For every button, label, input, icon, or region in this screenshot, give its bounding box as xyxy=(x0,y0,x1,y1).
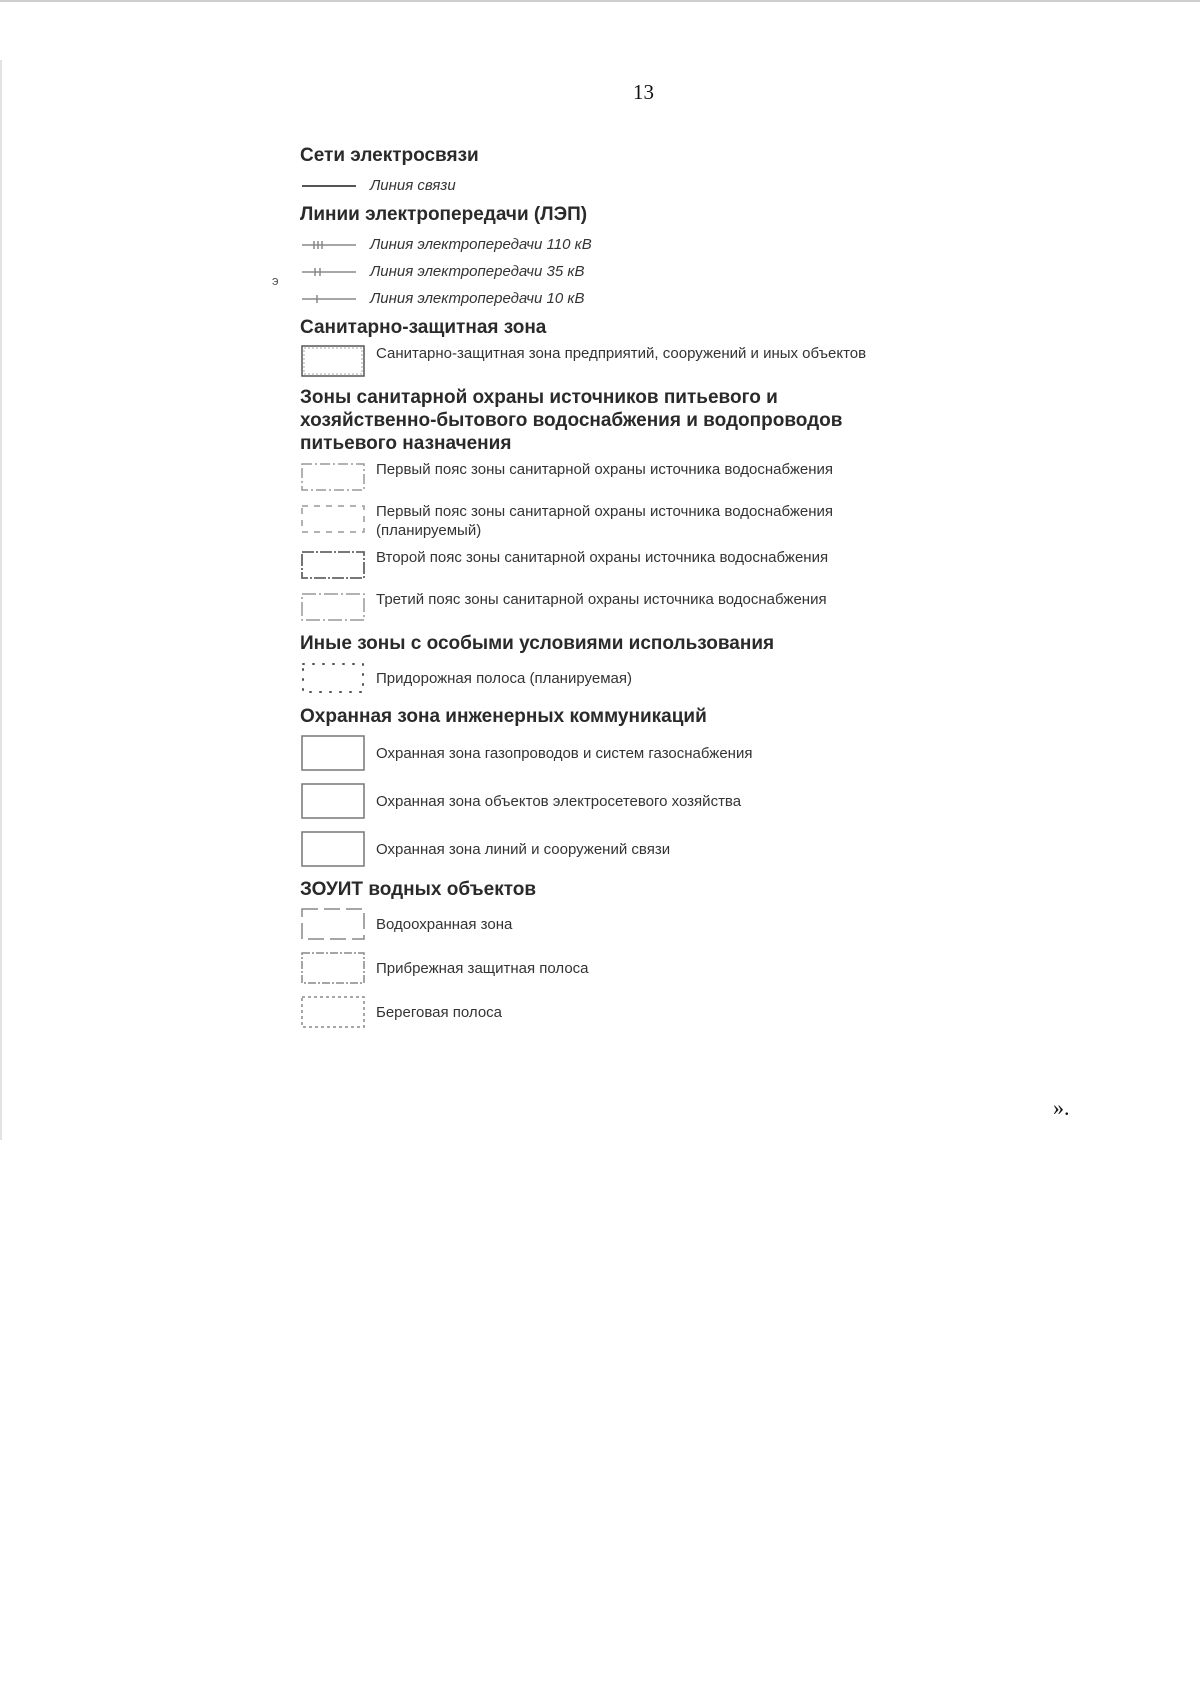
legend-label: Первый пояс зоны санитарной охраны источника водоснабжения xyxy=(376,461,834,478)
legend-label: Прибрежная защитная полоса xyxy=(376,959,589,977)
section-title-water-protection: Зоны санитарной охраны источников питьевого и хозяйственно-бытового водоснабжения и водопроводов питьевого назначения xyxy=(300,387,843,454)
first-belt-box-icon xyxy=(300,460,366,494)
legend-item-shore-strip xyxy=(300,995,940,1029)
legend-label: Линия электропередачи 110 кВ xyxy=(370,236,592,253)
section-title-power-lines: Линии электропередачи (ЛЭП) xyxy=(300,204,588,225)
section-title-sanitary: Санитарно-защитная зона xyxy=(300,317,547,338)
legend-item-power-110 xyxy=(300,231,940,258)
section-title-other-zones: Иные зоны с особыми условиями использования xyxy=(300,633,775,654)
map-legend xyxy=(300,140,940,1039)
section-title-utility-protection: Охранная зона инженерных коммуникаций xyxy=(300,706,707,727)
gas-zone-box-icon xyxy=(300,734,366,772)
legend-item-electric-zone xyxy=(300,782,940,820)
water-protection-zone-box-icon xyxy=(300,907,366,941)
legend-label: Водоохранная зона xyxy=(376,915,513,933)
legend-item-power-35 xyxy=(300,258,940,285)
legend-label: Линия электропередачи 10 кВ xyxy=(370,290,585,307)
first-belt-planned-box-icon xyxy=(300,502,366,536)
legend-item-gas-zone xyxy=(300,734,940,772)
second-belt-box-icon xyxy=(300,548,366,582)
sanitary-zone-box-icon xyxy=(300,344,366,378)
legend-label: Охранная зона объектов электросетевого хозяйства xyxy=(376,792,742,810)
telecom-zone-box-icon xyxy=(300,830,366,868)
power-line-10-icon xyxy=(300,294,358,304)
legend-label: Линия электропередачи 35 кВ xyxy=(370,263,585,280)
legend-label: Охранная зона линий и сооружений связи xyxy=(376,840,671,858)
section-title-telecom: Сети электросвязи xyxy=(300,145,479,166)
legend-item-first-belt xyxy=(300,460,940,494)
legend-item-telecom-line xyxy=(300,172,940,199)
closing-quote-mark: ». xyxy=(1053,1095,1070,1120)
legend-item-power-10 xyxy=(300,285,940,312)
legend-item-water-protection-zone xyxy=(300,907,940,941)
legend-label: Второй пояс зоны санитарной охраны источника водоснабжения xyxy=(376,549,829,566)
legend-item-sanitary-zone xyxy=(300,344,940,378)
legend-item-coastal-strip xyxy=(300,951,940,985)
legend-label: Санитарно-защитная зона предприятий, сооружений и иных объектов xyxy=(376,345,867,362)
shore-strip-box-icon xyxy=(300,995,366,1029)
scan-edge-left xyxy=(0,60,2,1140)
legend-label: Третий пояс зоны санитарной охраны источника водоснабжения xyxy=(376,591,827,608)
legend-label: Первый пояс зоны санитарной охраны источника водоснабжения (планируемый) xyxy=(376,503,834,539)
power-line-110-icon xyxy=(300,240,358,250)
legend-label: Придорожная полоса (планируемая) xyxy=(376,669,632,687)
legend-label: Линия связи xyxy=(370,177,456,194)
legend-label: Охранная зона газопроводов и систем газоснабжения xyxy=(376,744,753,762)
coastal-strip-box-icon xyxy=(300,951,366,985)
electric-zone-box-icon xyxy=(300,782,366,820)
third-belt-box-icon xyxy=(300,590,366,624)
power-line-35-icon xyxy=(300,267,358,277)
stray-mark: э xyxy=(272,273,279,288)
scan-edge-top xyxy=(0,0,1200,2)
legend-item-second-belt xyxy=(300,548,940,582)
legend-item-first-belt-planned xyxy=(300,502,940,540)
legend-label: Береговая полоса xyxy=(376,1003,503,1021)
page-number: 13 xyxy=(633,80,654,104)
legend-item-roadside-strip xyxy=(300,661,940,695)
legend-item-third-belt xyxy=(300,590,940,624)
solid-line-icon xyxy=(300,181,358,191)
legend-item-telecom-zone xyxy=(300,830,940,868)
dotted-box-icon xyxy=(300,661,366,695)
section-title-water-bodies: ЗОУИТ водных объектов xyxy=(300,879,537,900)
